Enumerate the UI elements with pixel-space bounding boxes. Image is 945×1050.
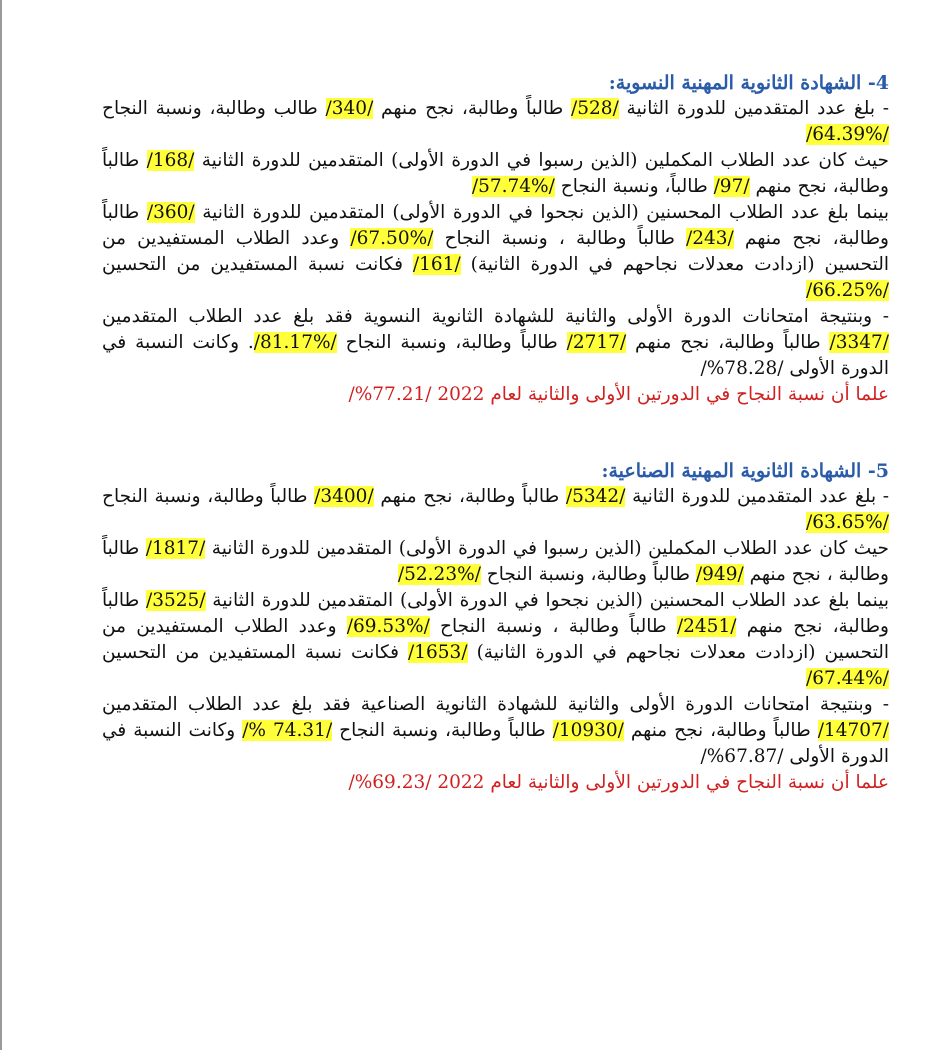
text-run: وعدد الطلاب المستفيدين من التحسين (ازدادت معدلات نجاحهم في الدورة الثانية) <box>102 228 889 275</box>
text-run: طالباً وطالبة، نجح منهم <box>102 202 889 249</box>
highlighted-value: /168/ <box>146 150 195 171</box>
text-run: طالباً وطالبة، نجح منهم <box>102 150 889 197</box>
paragraph <box>102 692 889 770</box>
highlighted-value: /14707/ <box>817 720 890 741</box>
highlighted-value: /5342/ <box>565 486 626 507</box>
text-run: طالباً وطالبة، ونسبة النجاح <box>332 720 553 741</box>
success-rate-note: علما أن نسبة النجاح في الدورتين الأولى والثانية لعام 2022 /77.21%/ <box>348 384 889 405</box>
text-run: حيث كان عدد الطلاب المكملين (الذين رسبوا في الدورة الأولى) المتقدمين للدورة الثانية <box>205 538 889 559</box>
section-women-vocational <box>102 70 889 408</box>
section-heading: 5- الشهادة الثانوية المهنية الصناعية: <box>601 460 889 482</box>
highlighted-value: /243/ <box>685 228 734 249</box>
text-run: فكانت نسبة المستفيدين من التحسين <box>102 642 409 663</box>
text-run: طالباً وطالبة، نجح منهم <box>102 590 889 637</box>
highlighted-value: /57.74%/ <box>471 176 555 197</box>
highlighted-value: /1653/ <box>408 642 468 663</box>
text-run: طالباً، ونسبة النجاح <box>554 176 714 197</box>
highlighted-value: /67.50%/ <box>350 228 434 249</box>
highlighted-value: /528/ <box>571 98 619 119</box>
text-run: وكانت النسبة في الدورة الأولى /67.87%/ <box>102 720 889 767</box>
text-run: طالباً وطالبة، نجح منهم <box>623 720 818 741</box>
highlighted-value: /949/ <box>695 564 744 585</box>
highlighted-value: /2451/ <box>676 616 737 637</box>
text-run: طالباً وطالبة، نجح منهم <box>626 332 830 353</box>
paragraph <box>102 96 889 148</box>
highlighted-value: /3347/ <box>829 332 890 353</box>
paragraph <box>102 588 889 692</box>
highlighted-value: /340/ <box>325 98 374 119</box>
highlighted-value: /161/ <box>412 254 461 275</box>
highlighted-value: /63.65%/ <box>805 512 889 533</box>
text-run: طالباً وطالبة ، نجح منهم <box>102 538 889 585</box>
highlighted-value: /3400/ <box>314 486 374 507</box>
highlighted-value: /64.39%/ <box>805 124 889 145</box>
highlighted-value: /69.53%/ <box>346 616 430 637</box>
highlighted-value: /81.17%/ <box>253 332 337 353</box>
highlighted-value: /97/ <box>713 176 750 197</box>
text-run: طالباً وطالبة ، ونسبة النجاح <box>433 228 686 249</box>
text-run: - وبنتيجة امتحانات الدورة الأولى والثانية للشهادة الثانوية الصناعية فقد بلغ عدد الطلاب المتقدمين <box>102 694 889 715</box>
paragraph <box>102 148 889 200</box>
section-heading: 4- الشهادة الثانوية المهنية النسوية: <box>608 72 889 94</box>
text-run: فكانت نسبة المستفيدين من التحسين <box>102 254 413 275</box>
text-run: طالب وطالبة، ونسبة النجاح <box>102 98 326 119</box>
highlighted-value: /2717/ <box>566 332 627 353</box>
highlighted-value: /3525/ <box>145 590 206 611</box>
text-run: طالباً وطالبة ، ونسبة النجاح <box>429 616 677 637</box>
paragraph <box>102 200 889 304</box>
highlighted-value: /74.31 %/ <box>242 720 333 741</box>
text-run: وعدد الطلاب المستفيدين من التحسين (ازدادت معدلات نجاحهم في الدورة الثانية) <box>102 616 889 663</box>
text-run: طالباً وطالبة، ونسبة النجاح <box>480 564 696 585</box>
section-industrial-vocational <box>102 458 889 796</box>
text-run: - بلغ عدد المتقدمين للدورة الثانية <box>625 486 889 507</box>
text-run: - وبنتيجة امتحانات الدورة الأولى والثانية للشهادة الثانوية النسوية فقد بلغ عدد الطلاب المتقدمين <box>102 306 889 327</box>
highlighted-value: /1817/ <box>145 538 206 559</box>
paragraph <box>102 484 889 536</box>
text-run: . وكانت النسبة في الدورة الأولى /78.28%/ <box>102 332 889 379</box>
paragraph <box>102 304 889 382</box>
text-run: - بلغ عدد المتقدمين للدورة الثانية <box>618 98 889 119</box>
text-run: طالباً وطالبة، ونسبة النجاح <box>102 486 315 507</box>
text-run: طالباً وطالبة، نجح منهم <box>373 98 572 119</box>
text-run: بينما بلغ عدد الطلاب المحسنين (الذين نجحوا في الدورة الأولى) المتقدمين للدورة الثانية <box>205 590 889 611</box>
highlighted-value: /52.23%/ <box>397 564 481 585</box>
highlighted-value: /10930/ <box>552 720 624 741</box>
text-run: بينما بلغ عدد الطلاب المحسنين (الذين نجحوا في الدورة الأولى) المتقدمين للدورة الثانية <box>194 202 889 223</box>
highlighted-value: /67.44%/ <box>805 668 889 689</box>
paragraph <box>102 536 889 588</box>
text-run: طالباً وطالبة، ونسبة النجاح <box>336 332 567 353</box>
text-run: حيث كان عدد الطلاب المكملين (الذين رسبوا في الدورة الأولى) المتقدمين للدورة الثانية <box>194 150 889 171</box>
highlighted-value: /360/ <box>146 202 195 223</box>
highlighted-value: /66.25%/ <box>805 280 889 301</box>
text-run: طالباً وطالبة، نجح منهم <box>373 486 566 507</box>
success-rate-note: علما أن نسبة النجاح في الدورتين الأولى والثانية لعام 2022 /69.23%/ <box>348 772 889 793</box>
